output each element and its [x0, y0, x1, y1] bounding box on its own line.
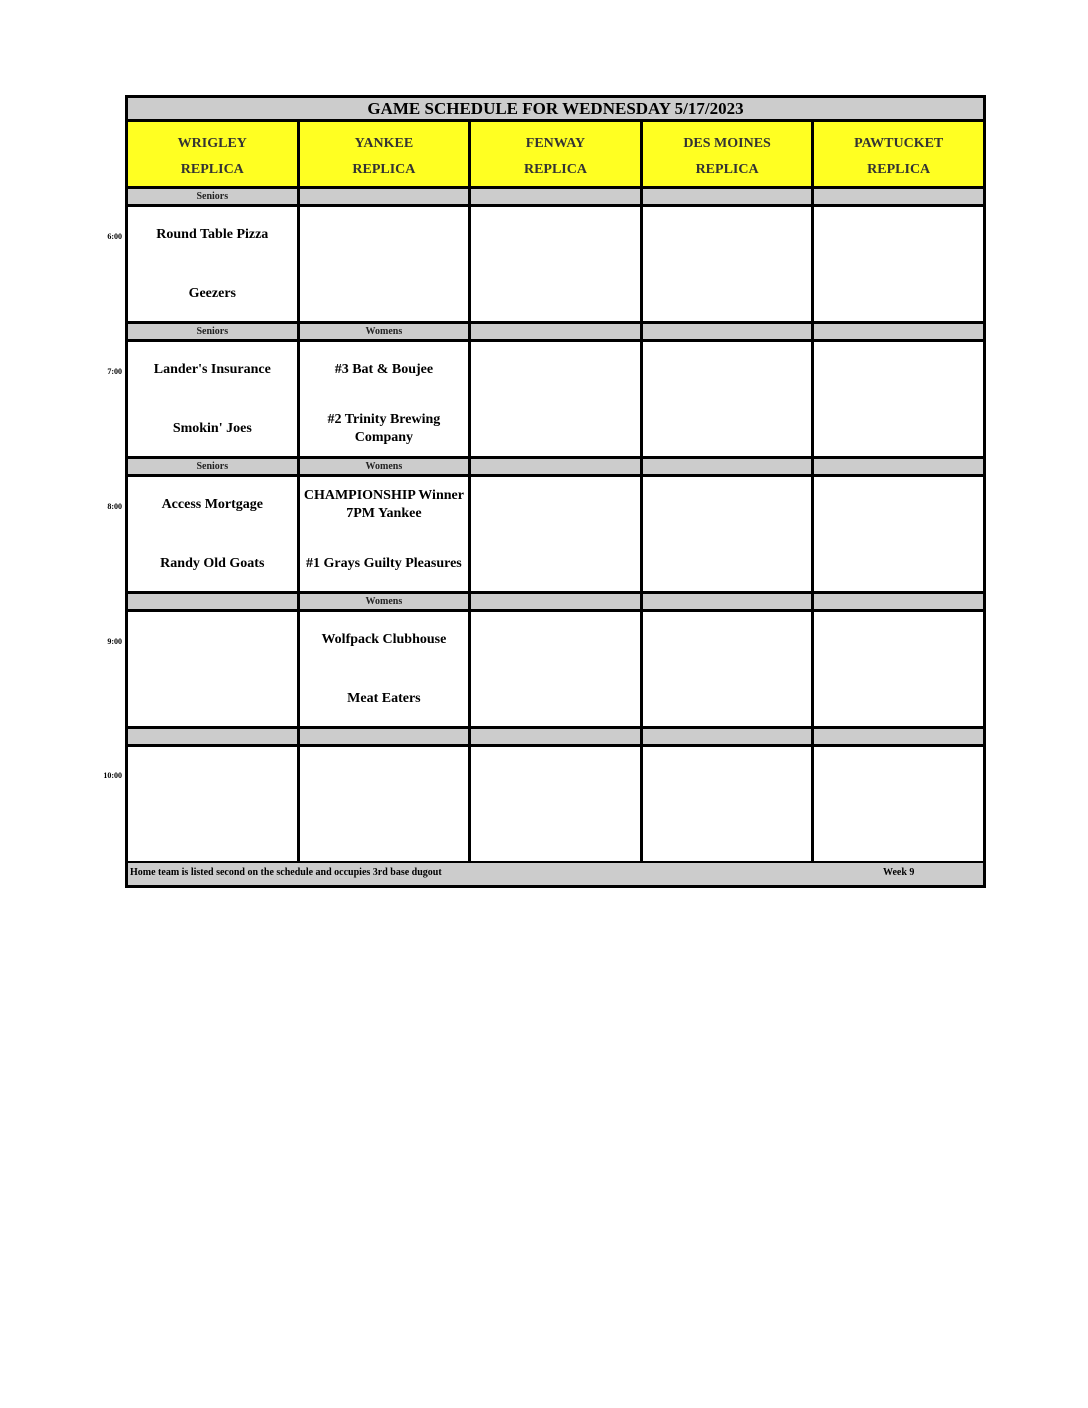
- field-pawtucket: [814, 122, 983, 186]
- time-label: 8:00: [107, 502, 122, 511]
- away-team: Lander's Insurance: [153, 362, 271, 377]
- game-cell: [814, 612, 983, 726]
- time-label: 9:00: [107, 637, 122, 646]
- schedule-sheet: [125, 95, 986, 888]
- game-cell: [300, 207, 472, 321]
- field-sub: REPLICA: [523, 162, 587, 177]
- field-name: PAWTUCKET: [854, 136, 944, 151]
- time-label: 7:00: [107, 367, 122, 376]
- game-cell: [300, 342, 472, 456]
- field-fenway: [471, 122, 643, 186]
- field-sub: REPLICA: [867, 162, 931, 177]
- division-band: [128, 729, 983, 747]
- week-label: Week 9: [883, 867, 915, 878]
- division-label: Womens: [300, 594, 472, 609]
- game-cell: [300, 477, 472, 591]
- away-team: Wolfpack Clubhouse: [321, 632, 447, 647]
- home-team: Randy Old Goats: [160, 556, 265, 571]
- field-sub: REPLICA: [180, 162, 244, 177]
- division-label: [814, 729, 983, 744]
- field-sub: REPLICA: [352, 162, 416, 177]
- game-cell: [471, 477, 643, 591]
- footer-bar: [128, 863, 983, 885]
- division-label: [814, 594, 983, 609]
- time-label: 10:00: [103, 771, 122, 780]
- game-cell: [814, 477, 983, 591]
- game-cell: [643, 342, 815, 456]
- away-team: Access Mortgage: [161, 497, 264, 512]
- game-cell: [471, 747, 643, 861]
- game-cell: [128, 477, 300, 591]
- division-label: [471, 729, 643, 744]
- game-cell: [128, 342, 300, 456]
- game-cell: [300, 612, 472, 726]
- field-name: WRIGLEY: [177, 136, 247, 151]
- division-label: [471, 594, 643, 609]
- field-yankee: [300, 122, 472, 186]
- field-sub: REPLICA: [695, 162, 759, 177]
- division-label: Womens: [300, 324, 472, 339]
- game-cell: [128, 747, 300, 861]
- game-cell: [128, 612, 300, 726]
- time-slot-row: [128, 477, 983, 594]
- time-slot-row: [128, 747, 983, 864]
- division-label: [300, 189, 472, 204]
- time-slot-row: [128, 612, 983, 729]
- time-label: 6:00: [107, 232, 122, 241]
- division-band: [128, 189, 983, 207]
- division-label: [643, 729, 815, 744]
- division-label: [643, 189, 815, 204]
- division-label: [471, 324, 643, 339]
- division-label: [128, 729, 300, 744]
- page-title: GAME SCHEDULE FOR WEDNESDAY 5/17/2023: [128, 98, 983, 122]
- division-label: Seniors: [128, 459, 300, 474]
- division-label: [471, 459, 643, 474]
- division-band: [128, 594, 983, 612]
- division-label: [814, 189, 983, 204]
- division-label: Seniors: [128, 324, 300, 339]
- field-des-moines: [643, 122, 815, 186]
- field-header-row: [128, 122, 983, 189]
- division-label: [814, 324, 983, 339]
- field-name: YANKEE: [354, 136, 414, 151]
- game-cell: [643, 612, 815, 726]
- footer-note: Home team is listed second on the schedule and occupies 3rd base dugout: [130, 867, 442, 878]
- field-name: FENWAY: [525, 136, 586, 151]
- away-team: CHAMPIONSHIP Winner 7PM Yankee: [303, 488, 464, 521]
- game-cell: [814, 342, 983, 456]
- division-label: [643, 594, 815, 609]
- time-slot-row: [128, 342, 983, 459]
- division-label: [471, 189, 643, 204]
- game-cell: [643, 747, 815, 861]
- game-cell: [471, 612, 643, 726]
- field-name: DES MOINES: [683, 136, 771, 151]
- time-slot-row: [128, 207, 983, 324]
- game-cell: [643, 477, 815, 591]
- home-team: #1 Grays Guilty Pleasures: [306, 556, 462, 571]
- away-team: #3 Bat & Boujee: [334, 362, 434, 377]
- home-team: Smokin' Joes: [172, 421, 252, 436]
- division-label: [128, 594, 300, 609]
- game-cell: [471, 342, 643, 456]
- home-team: Meat Eaters: [347, 691, 421, 706]
- field-wrigley: [128, 122, 300, 186]
- home-team: #2 Trinity Brewing Company: [327, 412, 441, 445]
- division-band: [128, 459, 983, 477]
- division-label: Seniors: [128, 189, 300, 204]
- game-cell: [814, 207, 983, 321]
- division-label: [643, 459, 815, 474]
- division-label: [814, 459, 983, 474]
- game-cell: [814, 747, 983, 861]
- division-band: [128, 324, 983, 342]
- game-cell: [128, 207, 300, 321]
- division-label: [643, 324, 815, 339]
- game-cell: [300, 747, 472, 861]
- division-label: [300, 729, 472, 744]
- division-label: Womens: [300, 459, 472, 474]
- game-cell: [471, 207, 643, 321]
- away-team: Round Table Pizza: [156, 227, 269, 242]
- game-cell: [643, 207, 815, 321]
- home-team: Geezers: [188, 286, 236, 301]
